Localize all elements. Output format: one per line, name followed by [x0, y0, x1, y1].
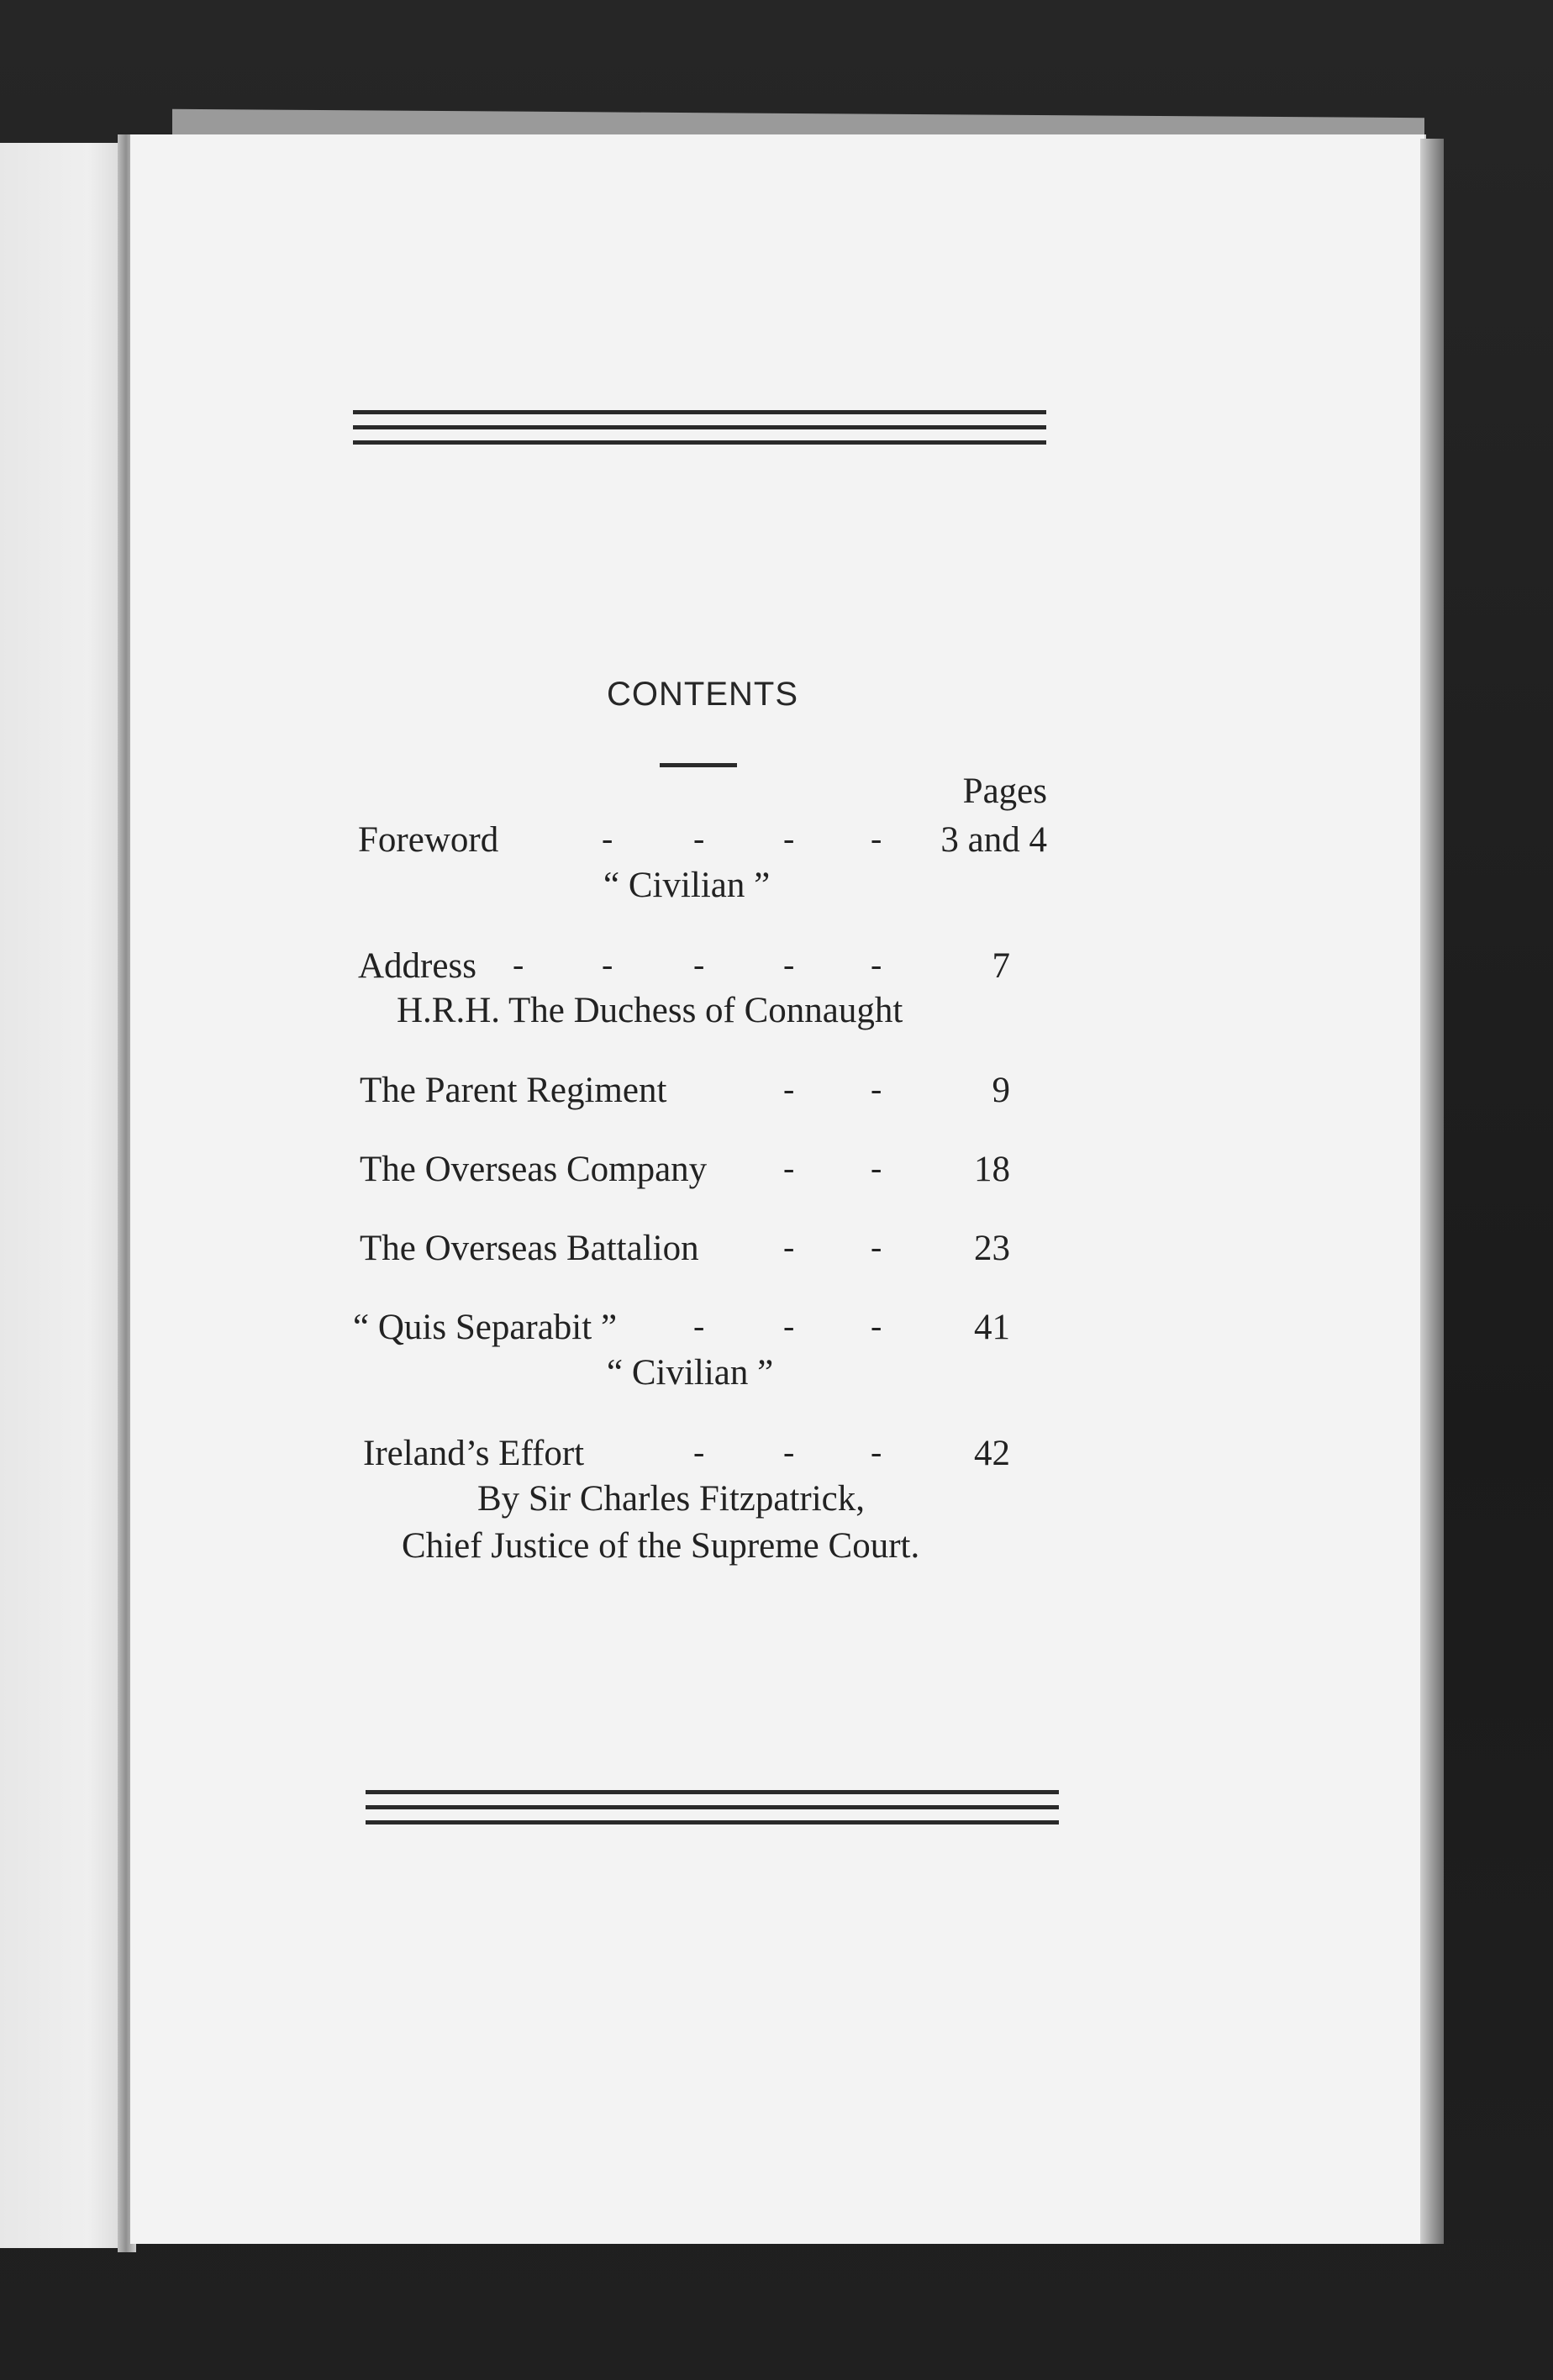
leader-dash: -: [783, 1070, 795, 1108]
leader-dash: -: [693, 819, 705, 857]
entry-title-overseas-company: The Overseas Company: [360, 1150, 708, 1189]
leader-dash: -: [783, 819, 795, 857]
entry-title-quis-separabit: “ Quis Separabit ”: [353, 1308, 618, 1347]
leader-dash: -: [871, 1149, 882, 1187]
entry-author-address: H.R.H. The Duchess of Connaught: [397, 991, 903, 1030]
entry-title-parent-regiment: The Parent Regiment: [360, 1071, 667, 1110]
entry-author-quis-separabit: “ Civilian ”: [607, 1353, 774, 1393]
heading-underline: [660, 763, 737, 767]
leader-dash: -: [783, 1228, 795, 1266]
entry-title-address: Address: [358, 946, 476, 986]
leader-dash: -: [871, 1228, 882, 1266]
leader-dash: -: [693, 1433, 705, 1471]
leader-dash: -: [783, 945, 795, 983]
leader-dash: -: [602, 819, 613, 857]
leader-dash: -: [693, 945, 705, 983]
entry-page-quis-separabit: 41: [974, 1308, 1010, 1347]
entry-author-foreword: “ Civilian ”: [603, 866, 771, 905]
entry-page-address: 7: [992, 946, 1010, 986]
entry-page-overseas-company: 18: [974, 1150, 1010, 1189]
pages-column-label: Pages: [962, 771, 1047, 811]
left-page: [0, 143, 126, 2248]
leader-dash: -: [871, 1070, 882, 1108]
entry-author-line-1: By Sir Charles Fitzpatrick,: [477, 1479, 865, 1519]
leader-dash: -: [693, 1307, 705, 1345]
top-ornamental-rule: [353, 406, 1046, 448]
leader-dash: -: [783, 1149, 795, 1187]
leader-dash: -: [871, 1433, 882, 1471]
leader-dash: -: [783, 1433, 795, 1471]
bottom-ornamental-rule: [366, 1786, 1059, 1828]
entry-page-overseas-battalion: 23: [974, 1229, 1010, 1268]
entry-page-foreword: 3 and 4: [940, 820, 1047, 860]
leader-dash: -: [871, 819, 882, 857]
leader-dash: -: [871, 945, 882, 983]
book-page: [130, 134, 1424, 2244]
leader-dash: -: [871, 1307, 882, 1345]
entry-title-foreword: Foreword: [358, 820, 499, 860]
entry-author-line-2: Chief Justice of the Supreme Court.: [402, 1526, 920, 1566]
entry-page-irelands-effort: 42: [974, 1434, 1010, 1473]
leader-dash: -: [602, 945, 613, 983]
contents-heading: CONTENTS: [607, 676, 798, 713]
leader-dash: -: [513, 945, 524, 983]
leader-dash: -: [783, 1307, 795, 1345]
page-edge: [1420, 139, 1444, 2244]
entry-title-overseas-battalion: The Overseas Battalion: [360, 1229, 699, 1268]
entry-title-irelands-effort: Ireland’s Effort: [363, 1434, 585, 1473]
entry-page-parent-regiment: 9: [992, 1071, 1010, 1110]
